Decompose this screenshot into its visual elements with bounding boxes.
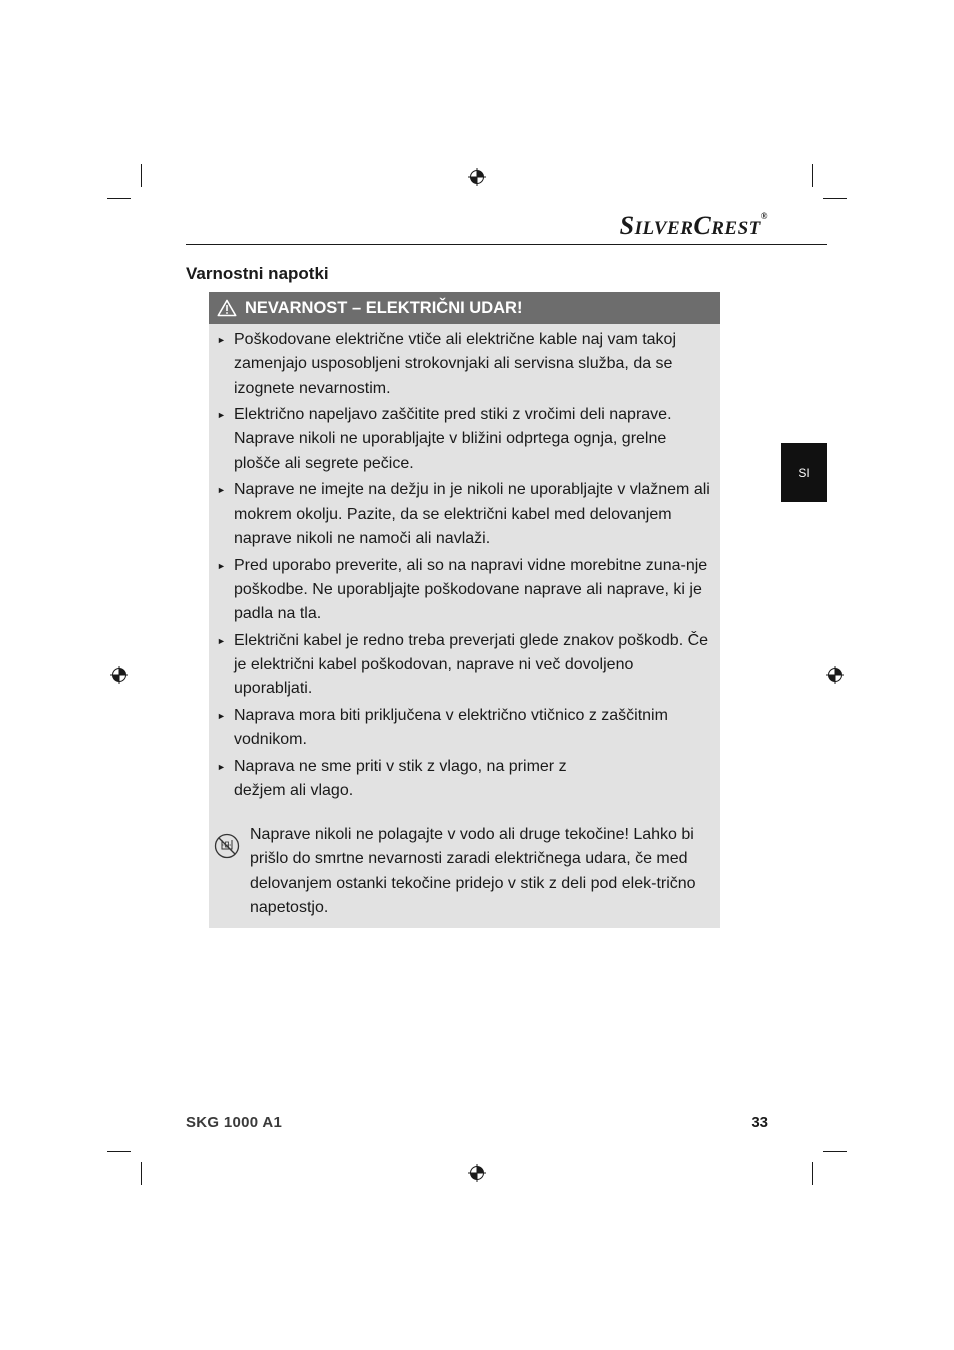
- logo-letter: C: [693, 211, 712, 240]
- list-item-text: Električni kabel je redno treba preverjati glede znakov poškodb. Če je električni kabel poškodovan, naprave ni več dovoljeno uporabljati.: [234, 631, 709, 698]
- warning-header: [209, 292, 720, 324]
- registration-mark-icon: [826, 666, 844, 684]
- list-item: [209, 629, 720, 702]
- crop-mark: [823, 198, 847, 199]
- crop-mark: [141, 1162, 142, 1185]
- brand-logo: [620, 211, 768, 241]
- bullet-arrow-icon: ►: [217, 485, 226, 496]
- list-item-text: Električno napeljavo zaščitite pred stiki z vročimi deli naprave. Naprave nikoli ne uporabljajte v bližini odprtega ognja, grelne plošče ali segrete pečice.: [234, 406, 672, 472]
- bullet-arrow-icon: ►: [217, 710, 226, 721]
- list-item: [209, 403, 720, 476]
- crop-mark: [812, 1162, 813, 1185]
- list-item-text: Naprava ne sme priti v stik z vlago, na primer z dežjem ali vlago.: [234, 757, 567, 800]
- crop-mark: [107, 1151, 131, 1152]
- list-item: [209, 328, 720, 401]
- crop-mark: [107, 198, 131, 199]
- no-water-immersion-icon: [209, 823, 250, 920]
- logo-letters: ILVER: [634, 218, 694, 239]
- warning-note: [209, 823, 720, 920]
- registration-mark-icon: [468, 1164, 486, 1182]
- page-number: 33: [751, 1114, 768, 1131]
- warning-list: [209, 324, 720, 803]
- bullet-arrow-icon: ►: [217, 560, 226, 571]
- list-item-text: Poškodovane električne vtiče ali električne kable naj vam takoj zamenjajo usposobljeni strokovnjaki ali servisna služba, da se izognete nevarnostim.: [234, 331, 677, 397]
- registered-mark: ®: [760, 211, 768, 221]
- bullet-arrow-icon: ►: [217, 410, 226, 421]
- crop-mark: [141, 164, 142, 187]
- header-rule: [186, 244, 827, 245]
- bullet-arrow-icon: ►: [217, 335, 226, 345]
- crop-mark: [812, 164, 813, 187]
- warning-triangle-icon: [217, 299, 237, 317]
- warning-title: NEVARNOST – ELEKTRIČNI UDAR!: [245, 298, 523, 317]
- crop-mark: [823, 1151, 847, 1152]
- registration-mark-icon: [468, 168, 486, 186]
- bullet-arrow-icon: ►: [217, 761, 226, 772]
- logo-letter: S: [619, 211, 635, 240]
- registration-mark-icon: [110, 666, 128, 684]
- list-item: [209, 478, 720, 551]
- list-item: [209, 554, 720, 627]
- language-tab: SI: [781, 443, 827, 502]
- bullet-arrow-icon: ►: [217, 635, 226, 646]
- list-item-text: Naprave ne imejte na dežju in je nikoli ne uporabljajte v vlažnem ali mokrem okolju. Pazite, da se električni kabel med delovanjem naprave nikoli ne namoči ali navlaži.: [234, 481, 710, 547]
- warning-box: [209, 292, 720, 928]
- list-item: [209, 755, 720, 804]
- footer-model: SKG 1000 A1: [186, 1114, 283, 1131]
- list-item-text: Naprava mora biti priključena v električno vtičnico z zaščitnim vodnikom.: [234, 706, 668, 749]
- list-item: [209, 704, 720, 753]
- note-text: Naprave nikoli ne polagajte v vodo ali druge tekočine! Lahko bi prišlo do smrtne nevarnosti zaradi električnega udara, če med delovanjem ostanki tekočine pridejo v stik z deli pod elek-trično napetostjo.: [250, 826, 696, 916]
- logo-letters: REST: [711, 218, 761, 239]
- list-item-text: Pred uporabo preverite, ali so na napravi vidne morebitne zuna-nje poškodbe. Ne uporabljajte poškodovane naprave ali naprave, ki je padla na tla.: [234, 556, 708, 623]
- section-title: Varnostni napotki: [186, 264, 329, 283]
